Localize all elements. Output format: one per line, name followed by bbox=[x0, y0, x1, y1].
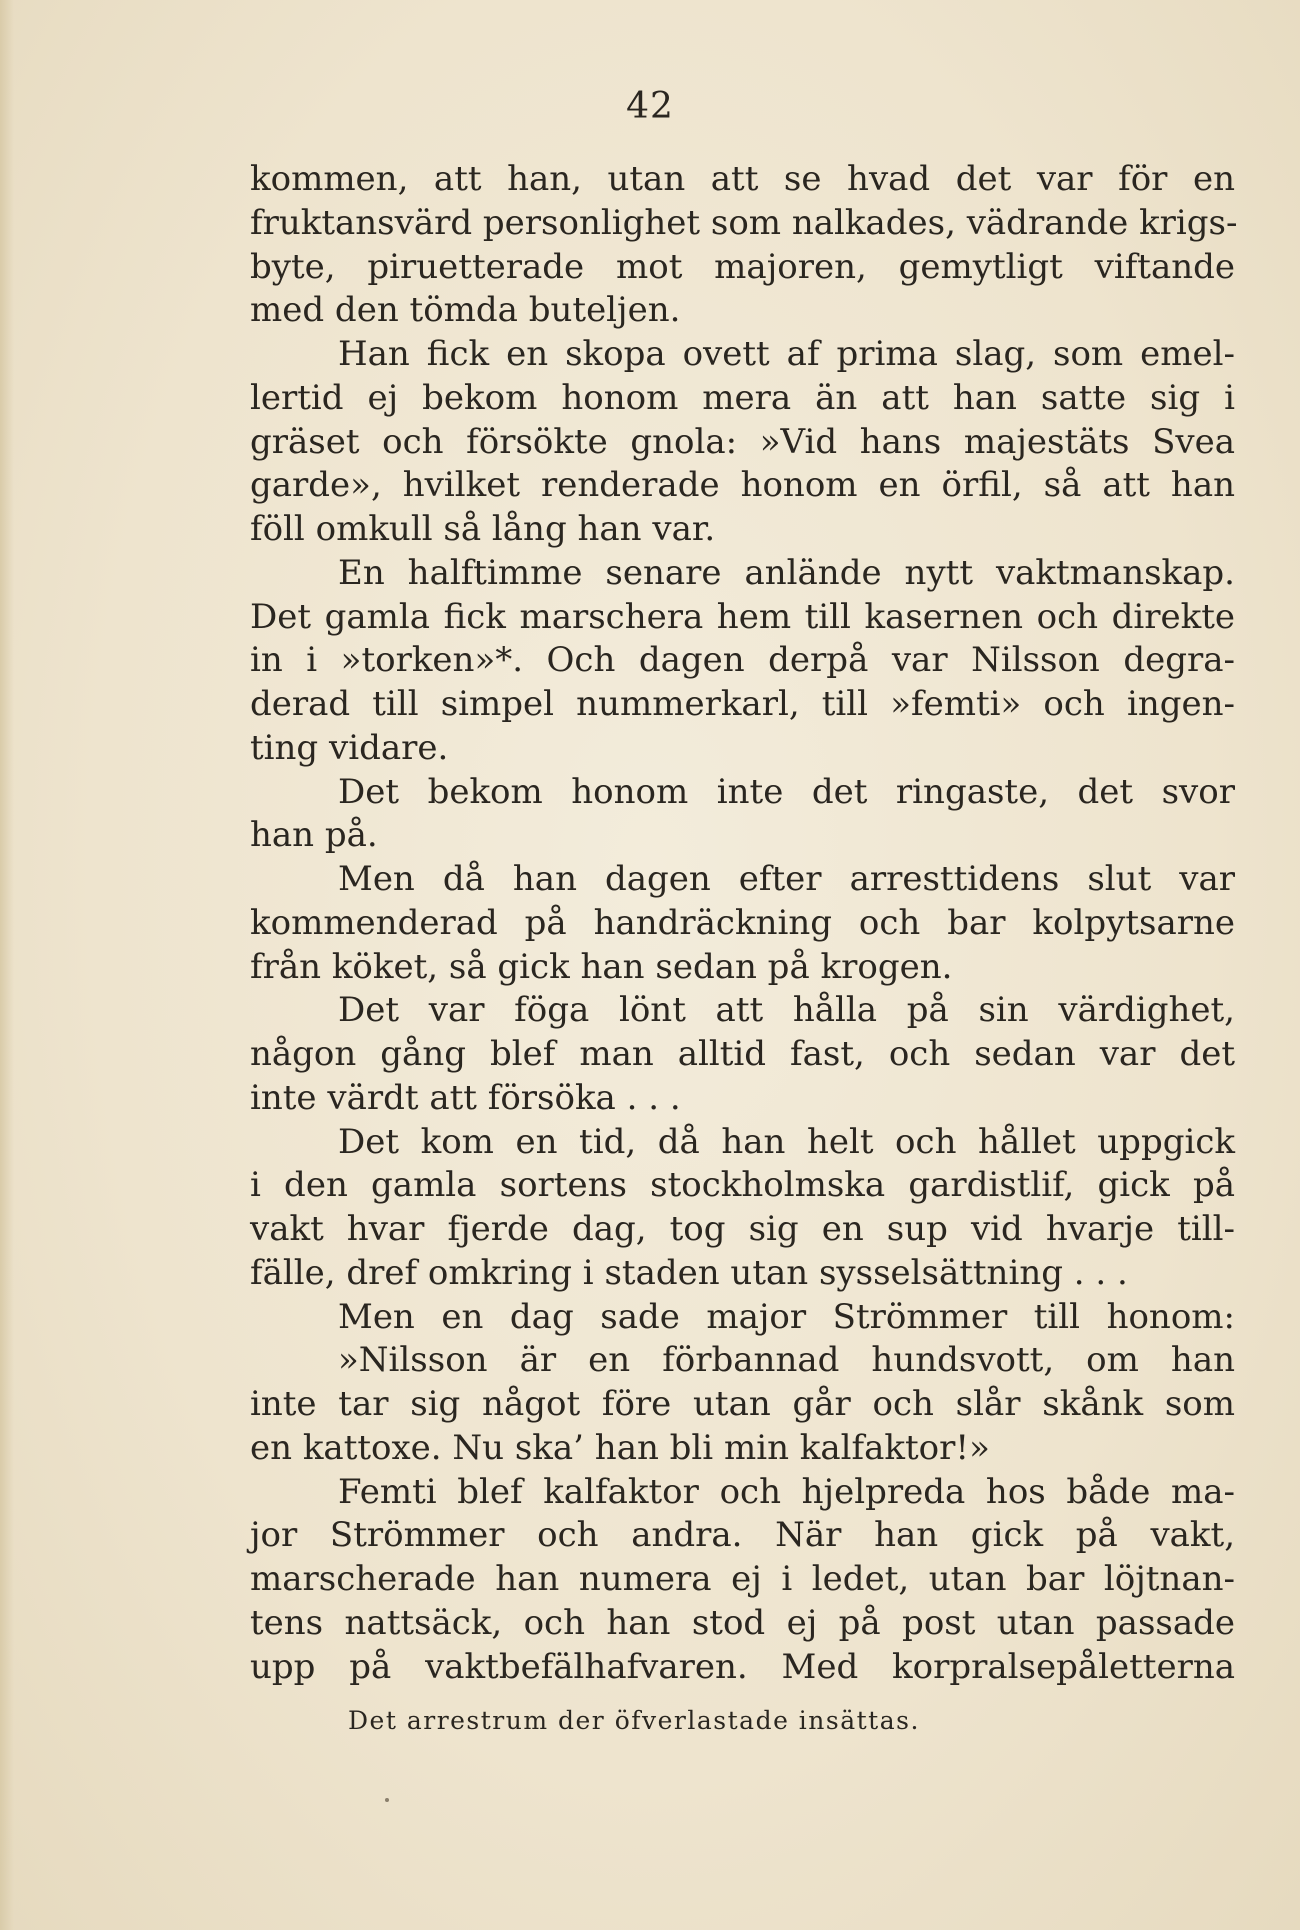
text-line: fälle, dref omkring i staden utan sysselsättning . . . bbox=[250, 1252, 1128, 1293]
text-line: gräset och försökte gnola: »Vid hans majestäts Svea bbox=[250, 421, 1235, 462]
text-line: inte värdt att försöka . . . bbox=[250, 1077, 681, 1118]
text-line: lertid ej bekom honom mera än att han satte sig i bbox=[250, 377, 1235, 418]
footnote: Det arrestrum der öfverlastade insättas. bbox=[348, 1706, 920, 1735]
text-line: »Nilsson är en förbannad hundsvott, om han bbox=[338, 1340, 1235, 1381]
text-line: från köket, så gick han sedan på krogen. bbox=[250, 946, 953, 987]
text-line: i den gamla sortens stockholmska gardistlif, gick på bbox=[250, 1165, 1235, 1206]
page-left-edge bbox=[0, 0, 14, 1930]
text-line: föll omkull så lång han var. bbox=[250, 509, 716, 549]
text-line: en kattoxe. Nu ska’ han bli min kalfaktor!» bbox=[250, 1427, 990, 1468]
paper-speck bbox=[385, 1798, 389, 1802]
text-line: med den tömda buteljen. bbox=[250, 290, 681, 331]
page-number: 42 bbox=[626, 86, 674, 127]
text-line: Det kom en tid, då han helt och hållet uppgick bbox=[338, 1121, 1235, 1162]
text-line: Men då han dagen efter arresttidens slut var bbox=[338, 859, 1235, 899]
text-line: in i »torken»*. Och dagen derpå var Nilsson degra- bbox=[250, 640, 1235, 681]
text-line: vakt hvar fjerde dag, tog sig en sup vid hvarje till- bbox=[250, 1209, 1235, 1249]
text-line: ting vidare. bbox=[250, 727, 449, 768]
text-line: Han fick en skopa ovett af prima slag, som emel- bbox=[338, 334, 1235, 374]
text-line: jor Strömmer och andra. När han gick på vakt, bbox=[250, 1515, 1235, 1556]
text-line: En halftimme senare anlände nytt vaktmanskap. bbox=[338, 552, 1235, 593]
text-line: Det bekom honom inte det ringaste, det svor bbox=[338, 771, 1235, 812]
text-line: tens nattsäck, och han stod ej på post utan passade bbox=[250, 1602, 1235, 1643]
text-line: fruktansvärd personlighet som nalkades, vädrande krigs- bbox=[250, 202, 1238, 243]
text-line: Det var föga lönt att hålla på sin värdighet, bbox=[338, 990, 1235, 1031]
text-line: kommenderad på handräckning och bar kolpytsarne bbox=[250, 902, 1235, 943]
text-line: Men en dag sade major Strömmer till honom: bbox=[338, 1296, 1235, 1337]
text-line: byte, piruetterade mot majoren, gemytligt viftande bbox=[250, 246, 1235, 287]
text-line: Det gamla fick marschera hem till kasernen och direkte bbox=[250, 596, 1235, 637]
text-line: upp på vaktbefälhafvaren. Med korpralsepåletterna bbox=[250, 1646, 1235, 1687]
text-line: garde», hvilket renderade honom en örfil, så att han bbox=[250, 465, 1235, 506]
text-line: han på. bbox=[250, 815, 378, 856]
text-line: marscherade han numera ej i ledet, utan bar löjtnan- bbox=[250, 1559, 1235, 1599]
text-line: kommen, att han, utan att se hvad det var för en bbox=[250, 159, 1235, 199]
text-line: inte tar sig något före utan går och slår skånk som bbox=[250, 1384, 1235, 1424]
text-line: någon gång blef man alltid fast, och sedan var det bbox=[250, 1034, 1235, 1074]
body-text bbox=[250, 158, 1238, 1689]
text-line: derad till simpel nummerkarl, till »femti» och ingen- bbox=[250, 684, 1235, 724]
text-line: Femti blef kalfaktor och hjelpreda hos både ma- bbox=[338, 1471, 1235, 1512]
